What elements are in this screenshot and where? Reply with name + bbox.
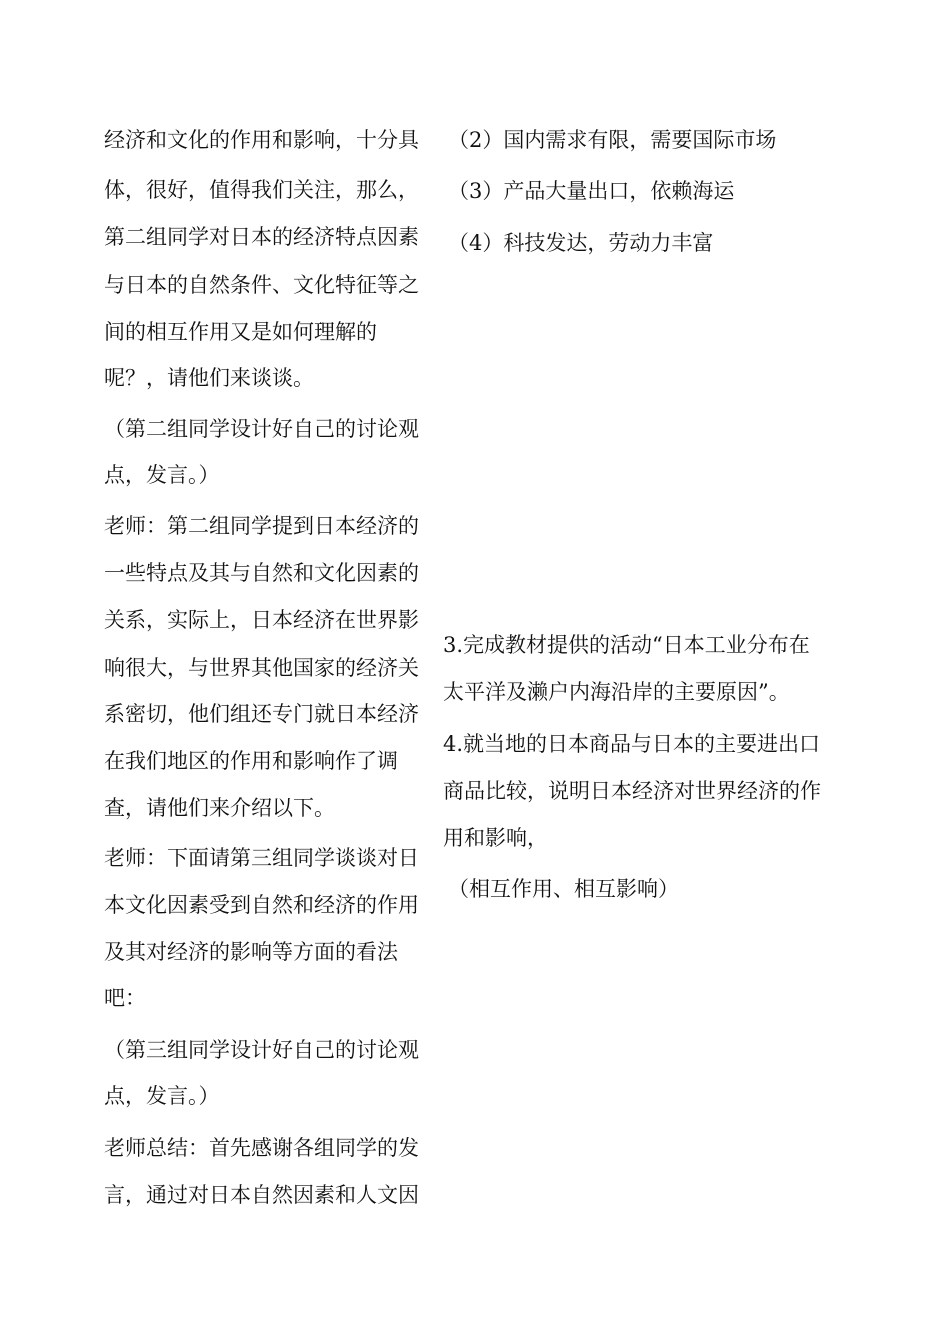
text-line: 点，发言。）: [104, 463, 220, 487]
text-line: 呢？，请他们来谈谈。: [104, 366, 314, 390]
text-line: 老师总结：首先感谢各组同学的发: [104, 1136, 419, 1160]
text-line: 一些特点及其与自然和文化因素的: [104, 561, 419, 585]
text-line: 及其对经济的影响等方面的看法: [104, 940, 398, 964]
text-line: 体，很好，值得我们关注，那么，: [104, 178, 419, 202]
text-line: （2）国内需求有限，需要国际市场: [448, 128, 777, 152]
text-line: 太平洋及濑户内海沿岸的主要原因”。: [443, 680, 790, 704]
text-line: （相互作用、相互影响）: [448, 877, 679, 901]
text-line: 经济和文化的作用和影响，十分具: [104, 128, 419, 152]
text-line: 言，通过对日本自然因素和人文因: [104, 1183, 419, 1207]
text-line: 第二组同学对日本的经济特点因素: [104, 225, 419, 249]
text-line: 4.就当地的日本商品与日本的主要进出口: [443, 732, 821, 756]
text-line: （第二组同学设计好自己的讨论观: [104, 417, 419, 441]
text-line: 在我们地区的作用和影响作了调: [104, 749, 398, 773]
text-line: 查，请他们来介绍以下。: [104, 796, 335, 820]
text-line: （第三组同学设计好自己的讨论观: [104, 1038, 419, 1062]
text-line: 老师：下面请第三组同学谈谈对日: [104, 846, 419, 870]
text-line: 与日本的自然条件、文化特征等之: [104, 273, 419, 297]
text-line: 系密切，他们组还专门就日本经济: [104, 702, 419, 726]
text-line: （3）产品大量出口，依赖海运: [448, 179, 735, 203]
text-line: 用和影响，: [443, 826, 548, 850]
text-line: （4）科技发达，劳动力丰富: [448, 231, 714, 255]
text-line: 商品比较，说明日本经济对世界经济的作: [443, 779, 821, 803]
text-line: 吧：: [104, 986, 146, 1010]
text-line: 关系，实际上，日本经济在世界影: [104, 608, 419, 632]
text-line: 响很大，与世界其他国家的经济关: [104, 656, 419, 680]
text-line: 间的相互作用又是如何理解的: [104, 320, 377, 344]
text-line: 老师：第二组同学提到日本经济的: [104, 514, 419, 538]
text-line: 3.完成教材提供的活动“日本工业分布在: [443, 633, 810, 657]
text-line: 点，发言。）: [104, 1084, 220, 1108]
text-line: 本文化因素受到自然和经济的作用: [104, 893, 419, 917]
